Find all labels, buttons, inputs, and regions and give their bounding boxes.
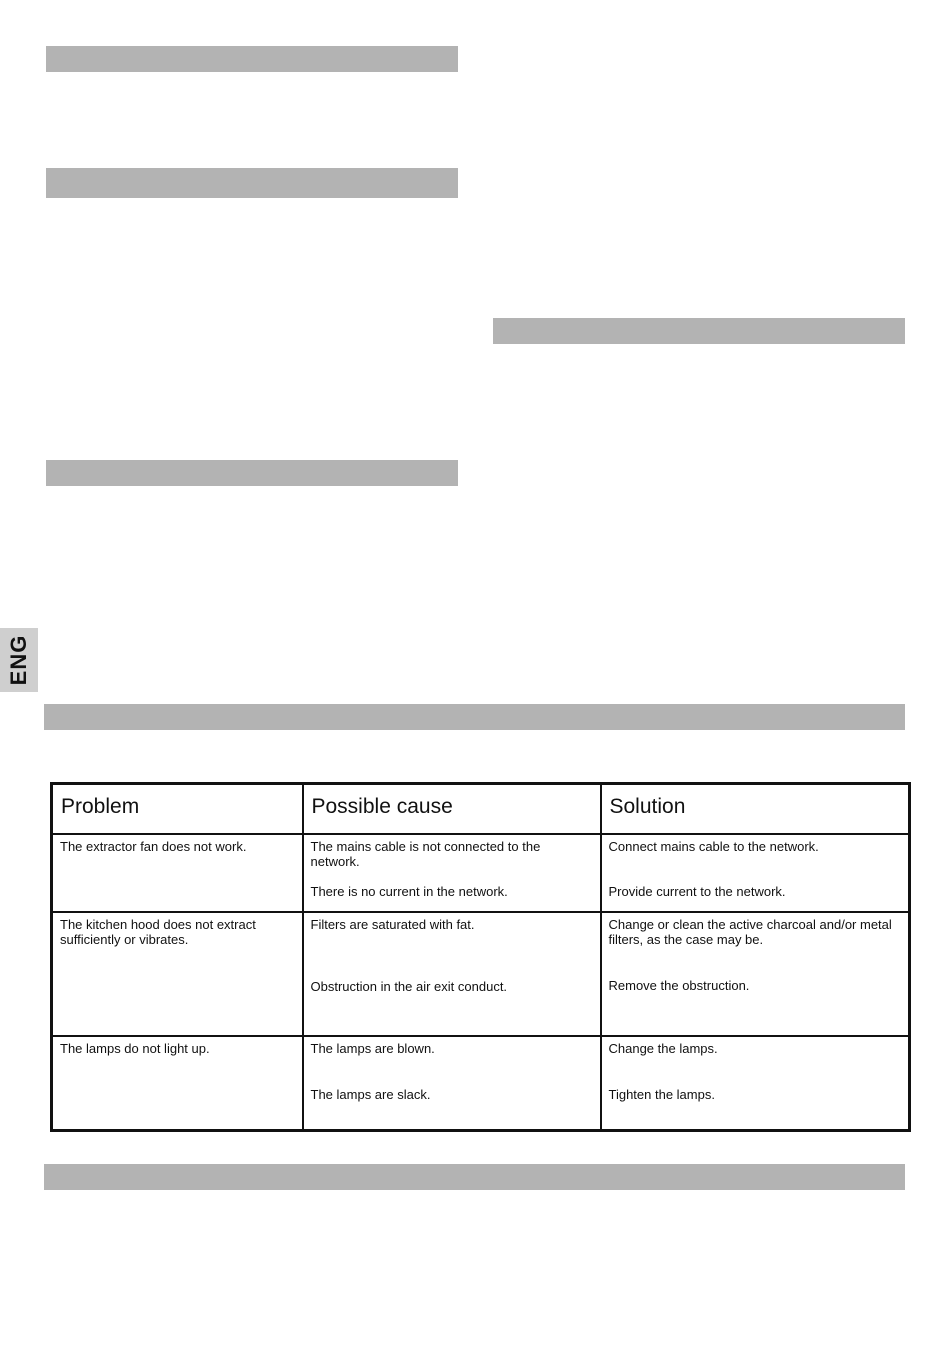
troubleshooting-table [50,782,911,1132]
solution-text: Remove the obstruction. [608,978,750,993]
solution-text: Change or clean the active charcoal and/or metal filters, as the case may be. [608,917,892,947]
language-tab-label: ENG [6,634,31,686]
cause-text: Filters are saturated with fat. [310,917,475,932]
solution-cell [601,1036,910,1130]
header-solution: Solution [601,784,910,835]
cause-text: There is no current in the network. [310,884,508,899]
problem-cell: The lamps do not light up. [52,1036,303,1130]
section-header-bar-2 [46,168,458,198]
cause-cell [303,834,601,912]
table-row [52,1036,910,1130]
cause-text: The lamps are slack. [310,1087,431,1102]
cause-text: The mains cable is not connected to the network. [310,839,541,869]
spacer [609,1056,902,1087]
spacer [311,1056,593,1087]
cause-cell [303,1036,601,1130]
solution-text: Connect mains cable to the network. [608,839,819,854]
problem-cell: The kitchen hood does not extract sufficiently or vibrates. [52,912,303,1036]
spacer [311,932,593,979]
solution-text: Provide current to the network. [608,884,786,899]
cause-text: Obstruction in the air exit conduct. [310,979,508,994]
solution-text: Change the lamps. [608,1041,718,1056]
solution-cell [601,912,910,1036]
spacer [609,854,902,884]
cause-text: The lamps are blown. [310,1041,435,1056]
section-header-bar-6 [44,1164,905,1190]
header-problem: Problem [52,784,303,835]
section-header-bar-3 [493,318,905,344]
section-header-bar-1 [46,46,458,72]
table-header-row [52,784,910,835]
solution-text: Tighten the lamps. [608,1087,715,1102]
table-row [52,834,910,912]
section-header-bar-4 [46,460,458,486]
problem-cell: The extractor fan does not work. [52,834,303,912]
solution-cell [601,834,910,912]
language-tab [0,628,38,692]
header-possible-cause: Possible cause [303,784,601,835]
section-header-bar-5 [44,704,905,730]
spacer [609,947,902,978]
spacer [311,869,593,884]
cause-cell [303,912,601,1036]
table-row [52,912,910,1036]
